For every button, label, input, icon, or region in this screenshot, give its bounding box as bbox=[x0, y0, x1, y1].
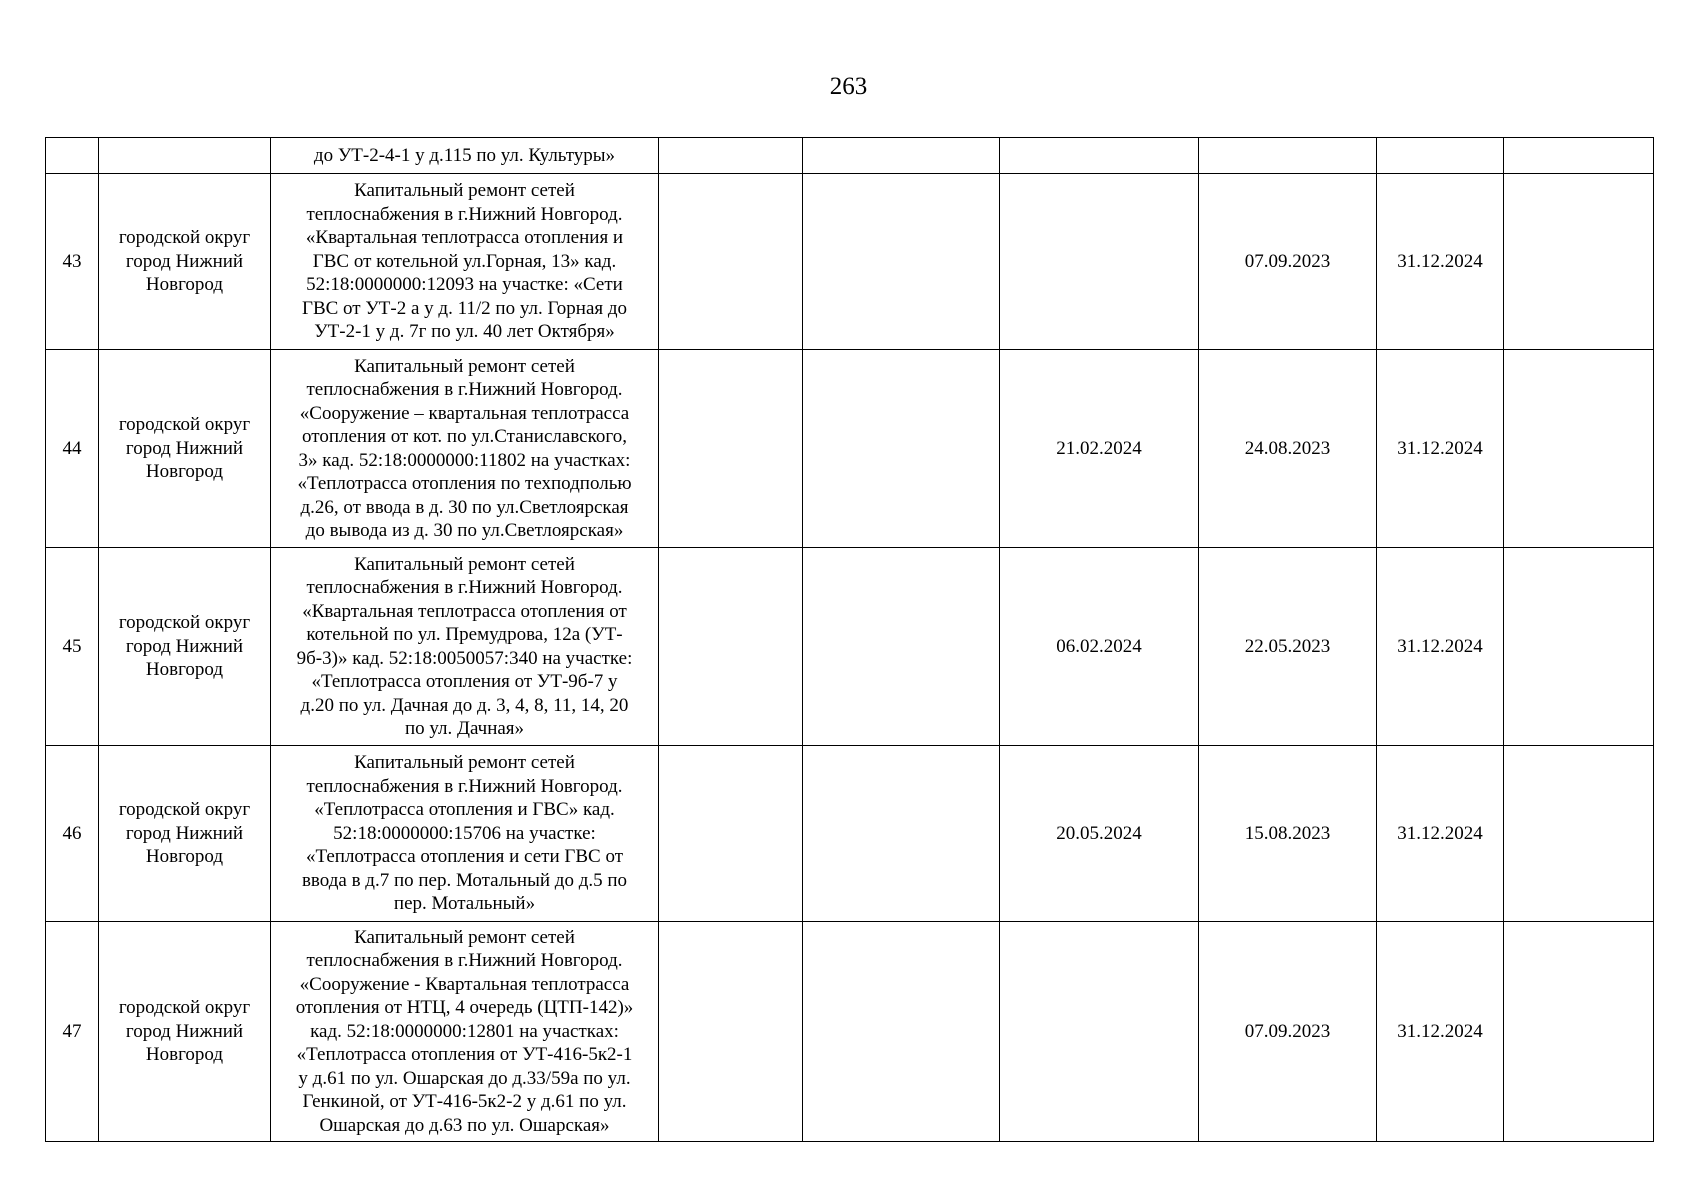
cell-description bbox=[271, 746, 659, 922]
municipality-line: Новгород bbox=[145, 659, 224, 681]
cell-description bbox=[271, 922, 659, 1142]
municipality-line: город Нижний bbox=[125, 822, 244, 844]
cell-empty bbox=[659, 350, 803, 548]
municipality-line: городской округ bbox=[118, 799, 251, 821]
description-line: теплоснабжения в г.Нижний Новгород. bbox=[306, 775, 623, 797]
description-line: теплоснабжения в г.Нижний Новгород. bbox=[306, 203, 623, 225]
description-line: теплоснабжения в г.Нижний Новгород. bbox=[306, 379, 623, 400]
description-line: Капитальный ремонт сетей bbox=[354, 355, 575, 377]
description-line: отопления от НТЦ, 4 очередь (ЦТП-142)» bbox=[295, 997, 634, 1019]
description-line: ввода в д.7 по пер. Мотальный до д.5 по bbox=[301, 869, 628, 891]
cell-date-3 bbox=[1377, 138, 1504, 174]
cell-empty bbox=[803, 174, 1000, 350]
cell-description bbox=[271, 350, 659, 548]
description-line: пер. Мотальный» bbox=[393, 893, 536, 915]
cell-num bbox=[46, 138, 99, 174]
municipality-line: городской округ bbox=[118, 227, 251, 249]
description-line: 9б-3)» кад. 52:18:0050057:340 на участке: bbox=[296, 647, 633, 669]
description-line: у д.61 по ул. Ошарская до д.33/59а по ул. bbox=[298, 1067, 631, 1089]
cell-date-1 bbox=[1000, 138, 1199, 174]
cell-empty bbox=[1504, 548, 1654, 746]
description-line: Генкиной, от УТ-416-5к2-2 у д.61 по ул. bbox=[302, 1091, 627, 1113]
works-table bbox=[45, 137, 1654, 1142]
cell-empty bbox=[659, 138, 803, 174]
cell-num: 45 bbox=[46, 548, 99, 746]
cell-empty bbox=[1504, 922, 1654, 1142]
description-line: «Теплотрасса отопления от УТ-416-5к2-1 bbox=[296, 1044, 633, 1066]
municipality-line: город Нижний bbox=[125, 437, 244, 459]
cell-date-3: 31.12.2024 bbox=[1377, 746, 1504, 922]
cell-description bbox=[271, 174, 659, 350]
description-line: УТ-2-1 у д. 7г по ул. 40 лет Октября» bbox=[314, 321, 615, 343]
municipality-line: город Нижний bbox=[125, 635, 244, 657]
description-line: «Теплотрасса отопления по техподполью bbox=[297, 473, 632, 494]
municipality-line: Новгород bbox=[145, 461, 224, 483]
description-line: «Теплотрасса отопления и ГВС» кад. bbox=[314, 799, 615, 821]
municipality-line: городской округ bbox=[118, 997, 251, 1019]
cell-num: 44 bbox=[46, 350, 99, 548]
municipality-line: городской округ bbox=[118, 414, 251, 436]
table-row bbox=[46, 746, 1654, 922]
cell-date-1 bbox=[1000, 174, 1199, 350]
cell-empty bbox=[803, 746, 1000, 922]
description-line: 52:18:0000000:12093 на участке: «Сети bbox=[306, 274, 623, 296]
description-line: д.26, от ввода в д. 30 по ул.Светлоярская bbox=[300, 496, 629, 518]
cell-municipality bbox=[99, 138, 271, 174]
table-row bbox=[46, 548, 1654, 746]
cell-num: 43 bbox=[46, 174, 99, 350]
cell-municipality bbox=[99, 548, 271, 746]
description-line: «Сооружение – квартальная теплотрасса bbox=[299, 402, 630, 424]
description-line: Капитальный ремонт сетей bbox=[354, 553, 575, 575]
cell-date-1: 06.02.2024 bbox=[1000, 548, 1199, 746]
municipality-line: город Нижний bbox=[125, 250, 244, 272]
cell-date-3: 31.12.2024 bbox=[1377, 350, 1504, 548]
cell-empty bbox=[1504, 174, 1654, 350]
cell-empty bbox=[803, 548, 1000, 746]
cell-num: 46 bbox=[46, 746, 99, 922]
cell-description bbox=[271, 548, 659, 746]
cell-date-2 bbox=[1199, 138, 1377, 174]
cell-date-3: 31.12.2024 bbox=[1377, 922, 1504, 1142]
page-number: 263 bbox=[829, 73, 868, 100]
cell-date-2: 07.09.2023 bbox=[1199, 922, 1377, 1142]
cell-date-1: 20.05.2024 bbox=[1000, 746, 1199, 922]
cell-empty bbox=[1504, 746, 1654, 922]
cell-empty bbox=[803, 138, 1000, 174]
table-row-continuation bbox=[46, 138, 1654, 174]
description-line: Капитальный ремонт сетей bbox=[354, 752, 575, 774]
cell-date-3: 31.12.2024 bbox=[1377, 174, 1504, 350]
cell-description bbox=[271, 138, 659, 174]
cell-date-2: 15.08.2023 bbox=[1199, 746, 1377, 922]
cell-municipality bbox=[99, 746, 271, 922]
description-line: Капитальный ремонт сетей bbox=[354, 926, 575, 948]
cell-empty bbox=[659, 548, 803, 746]
cell-municipality bbox=[99, 174, 271, 350]
description-line: кад. 52:18:0000000:12801 на участках: bbox=[310, 1020, 619, 1042]
cell-empty bbox=[1504, 350, 1654, 548]
description-line: Ошарская до д.63 по ул. Ошарская» bbox=[319, 1114, 610, 1136]
description-line: «Теплотрасса отопления от УТ-9б-7 у bbox=[311, 671, 618, 692]
cell-date-2: 24.08.2023 bbox=[1199, 350, 1377, 548]
cell-empty bbox=[803, 350, 1000, 548]
municipality-line: Новгород bbox=[145, 1044, 224, 1066]
municipality-line: Новгород bbox=[145, 846, 224, 868]
description-line: «Теплотрасса отопления и сети ГВС от bbox=[305, 846, 624, 868]
cell-empty bbox=[659, 746, 803, 922]
description-line: ГВС от котельной ул.Горная, 13» кад. bbox=[312, 250, 617, 272]
description-line: 52:18:0000000:15706 на участке: bbox=[333, 822, 596, 844]
description-line: теплоснабжения в г.Нижний Новгород. bbox=[306, 950, 623, 972]
cell-municipality bbox=[99, 350, 271, 548]
description-line: «Сооружение - Квартальная теплотрасса bbox=[299, 973, 630, 995]
description-line: Капитальный ремонт сетей bbox=[354, 180, 575, 202]
cell-num: 47 bbox=[46, 922, 99, 1142]
cell-date-1 bbox=[1000, 922, 1199, 1142]
table-row bbox=[46, 922, 1654, 1142]
cell-empty bbox=[659, 174, 803, 350]
description-line: д.20 по ул. Дачная до д. 3, 4, 8, 11, 14, 20 bbox=[300, 694, 629, 716]
table-row bbox=[46, 174, 1654, 350]
cell-date-2: 22.05.2023 bbox=[1199, 548, 1377, 746]
cell-empty bbox=[1504, 138, 1654, 174]
description-line: до УТ-2-4-1 у д.115 по ул. Культуры» bbox=[313, 144, 616, 166]
cell-date-3: 31.12.2024 bbox=[1377, 548, 1504, 746]
description-line: 3» кад. 52:18:0000000:11802 на участках: bbox=[298, 449, 631, 471]
cell-empty bbox=[659, 922, 803, 1142]
cell-date-2: 07.09.2023 bbox=[1199, 174, 1377, 350]
municipality-line: Новгород bbox=[145, 274, 224, 296]
cell-empty bbox=[803, 922, 1000, 1142]
municipality-line: город Нижний bbox=[125, 1020, 244, 1042]
description-line: ГВС от УТ-2 а у д. 11/2 по ул. Горная до bbox=[301, 297, 628, 319]
cell-municipality bbox=[99, 922, 271, 1142]
description-line: теплоснабжения в г.Нижний Новгород. bbox=[306, 577, 623, 598]
description-line: «Квартальная теплотрасса отопления и bbox=[305, 227, 624, 249]
table-row bbox=[46, 350, 1654, 548]
cell-date-1: 21.02.2024 bbox=[1000, 350, 1199, 548]
description-line: «Квартальная теплотрасса отопления от bbox=[302, 600, 627, 622]
municipality-line: городской округ bbox=[118, 612, 251, 634]
description-line: по ул. Дачная» bbox=[404, 718, 525, 739]
description-line: отопления от кот. по ул.Станиславского, bbox=[302, 426, 627, 447]
description-line: до вывода из д. 30 по ул.Светлоярская» bbox=[305, 520, 624, 541]
description-line: котельной по ул. Премудрова, 12а (УТ- bbox=[306, 624, 623, 645]
